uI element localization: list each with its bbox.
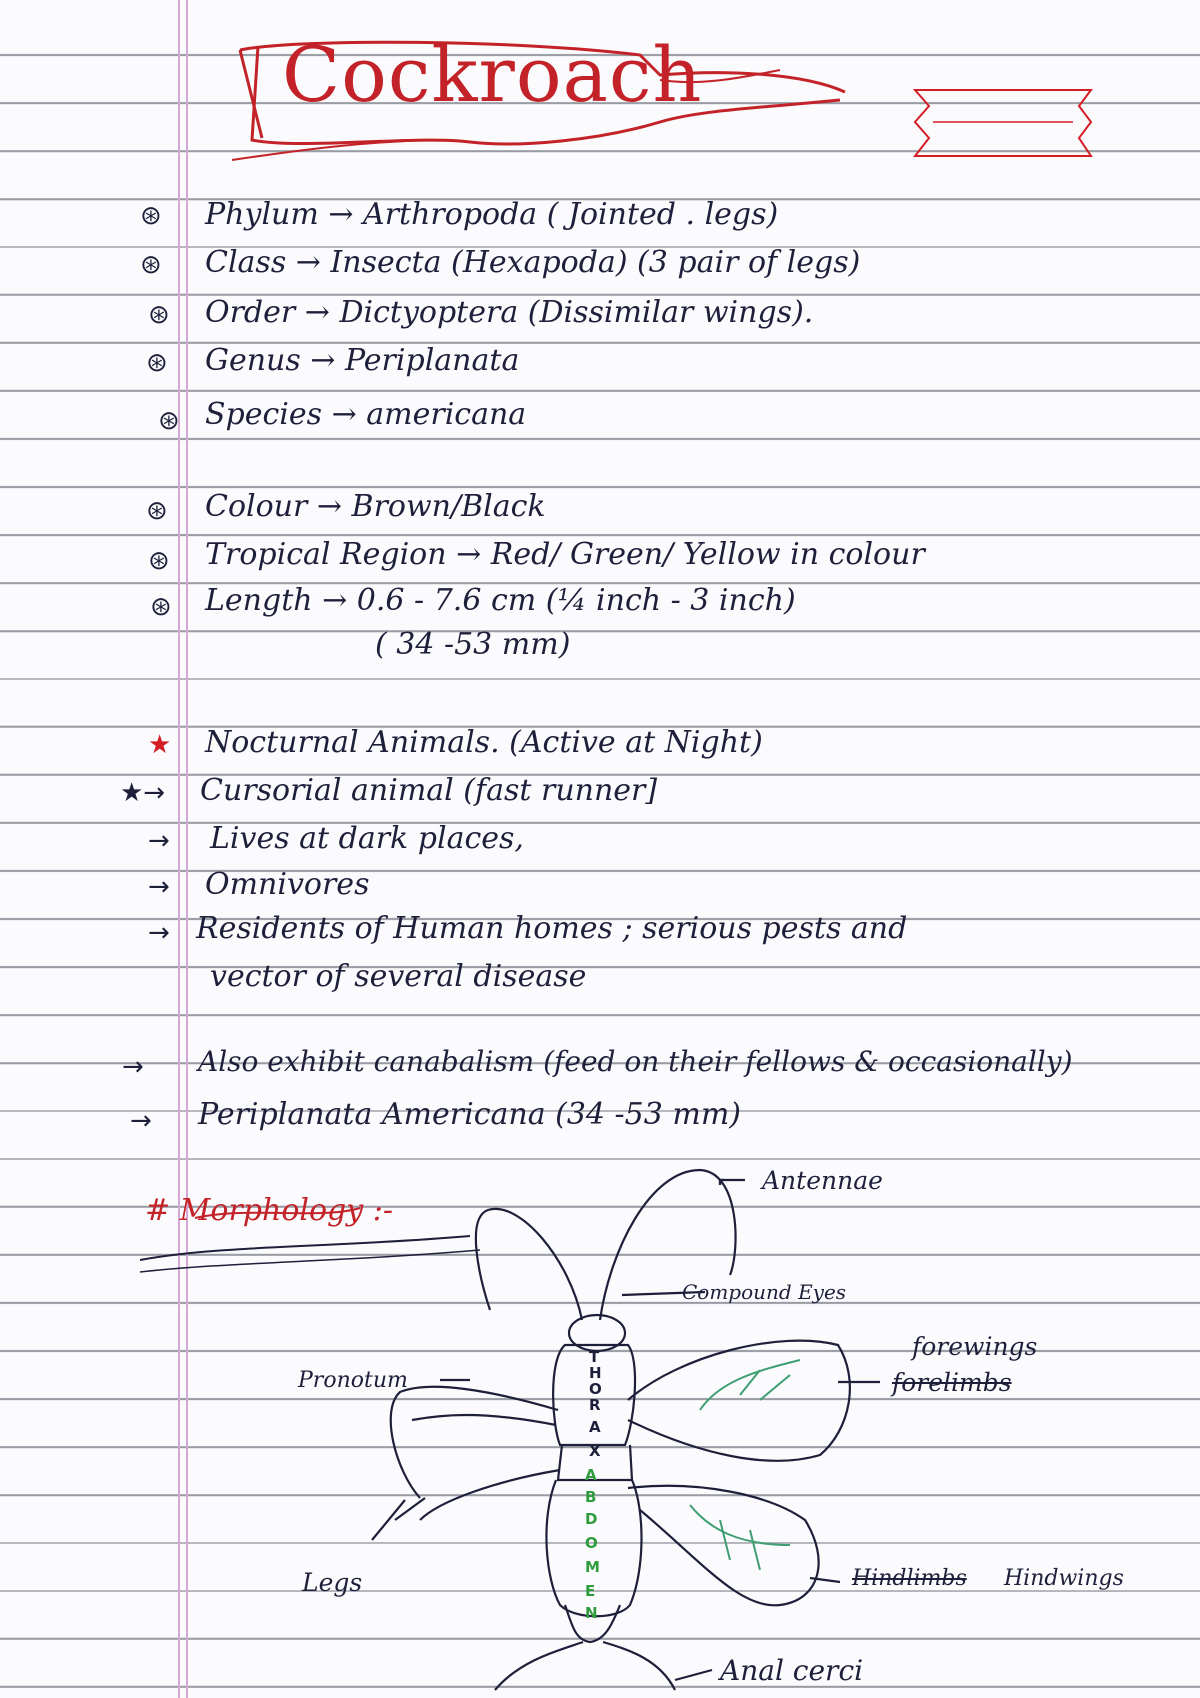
periplanata-line: Periplanata Americana (34 -53 mm) [198,1097,741,1132]
genus-line: Genus → Periplanata [205,343,520,378]
abdomen-letter: A [585,1466,597,1484]
star-icon: ★ [148,730,172,760]
abdomen-letter: O [585,1534,598,1552]
thorax-letter: A [589,1418,601,1436]
length-mm-line: ( 34 -53 mm) [375,627,571,662]
bullet-icon: ⊛ [148,546,170,576]
phylum-line: Phylum → Arthropoda ( Jointed . legs) [205,197,779,232]
bullet-icon: ⊛ [146,348,168,378]
residents-line: Residents of Human homes ; serious pests and [196,911,908,946]
abdomen-letter: B [585,1488,597,1506]
class-line: Class → Insecta (Hexapoda) (3 pair of legs) [205,245,861,280]
thorax-letter: H [589,1364,602,1382]
lives-line: Lives at dark places, [210,821,524,856]
abdomen-letter: E [585,1582,596,1600]
residents-line-cont: vector of several disease [210,959,587,994]
bullet-icon: ⊛ [146,496,168,526]
colour-line: Colour → Brown/Black [205,489,546,524]
abdomen-letter: N [585,1604,598,1622]
thorax-letter: T [589,1348,600,1366]
cursorial-line: Cursorial animal (fast runner] [200,773,658,808]
arrow-icon: → [122,1052,144,1082]
anal-cerci-label: Anal cerci [720,1654,864,1687]
abdomen-letter: D [585,1510,598,1528]
omnivores-line: Omnivores [205,867,370,902]
bullet-icon: ⊛ [148,300,170,330]
forewings-label: forewings [912,1332,1038,1361]
arrow-icon: → [130,1106,152,1136]
arrow-icon: → [148,826,170,856]
order-line: Order → Dictyoptera (Dissimilar wings). [205,295,814,330]
arrow-icon: → [148,918,170,948]
bullet-icon: ⊛ [140,250,162,280]
thorax-letter: O [589,1380,602,1398]
bullet-icon: ⊛ [158,406,180,436]
page-title: Cockroach [282,30,703,119]
thorax-letter: R [589,1396,601,1414]
morphology-heading: # Morphology :- [145,1193,393,1228]
arrow-icon: → [148,872,170,902]
nocturnal-line: Nocturnal Animals. (Active at Night) [205,725,763,760]
hindwings-label: Hindwings [1004,1566,1124,1591]
bullet-icon: ⊛ [140,201,162,231]
species-line: Species → americana [205,397,527,432]
pronotum-label: Pronotum [298,1368,408,1393]
length-line: Length → 0.6 - 7.6 cm (¼ inch - 3 inch) [205,583,796,618]
bullet-icon: ⊛ [150,592,172,622]
thorax-letter: X [589,1442,601,1460]
hindlimbs-struck-label: Hindlimbs [852,1566,967,1591]
forelimbs-struck-label: forelimbs [892,1368,1012,1397]
tropical-region-line: Tropical Region → Red/ Green/ Yellow in colour [205,537,925,572]
compound-eyes-label: Compound Eyes [682,1280,847,1304]
star-arrow-icon: ★→ [120,778,166,808]
antennae-label: Antennae [762,1166,883,1195]
abdomen-letter: M [585,1558,600,1576]
legs-label: Legs [302,1568,363,1597]
canabalism-line: Also exhibit canabalism (feed on their fellows & occasionally) [198,1045,1073,1078]
